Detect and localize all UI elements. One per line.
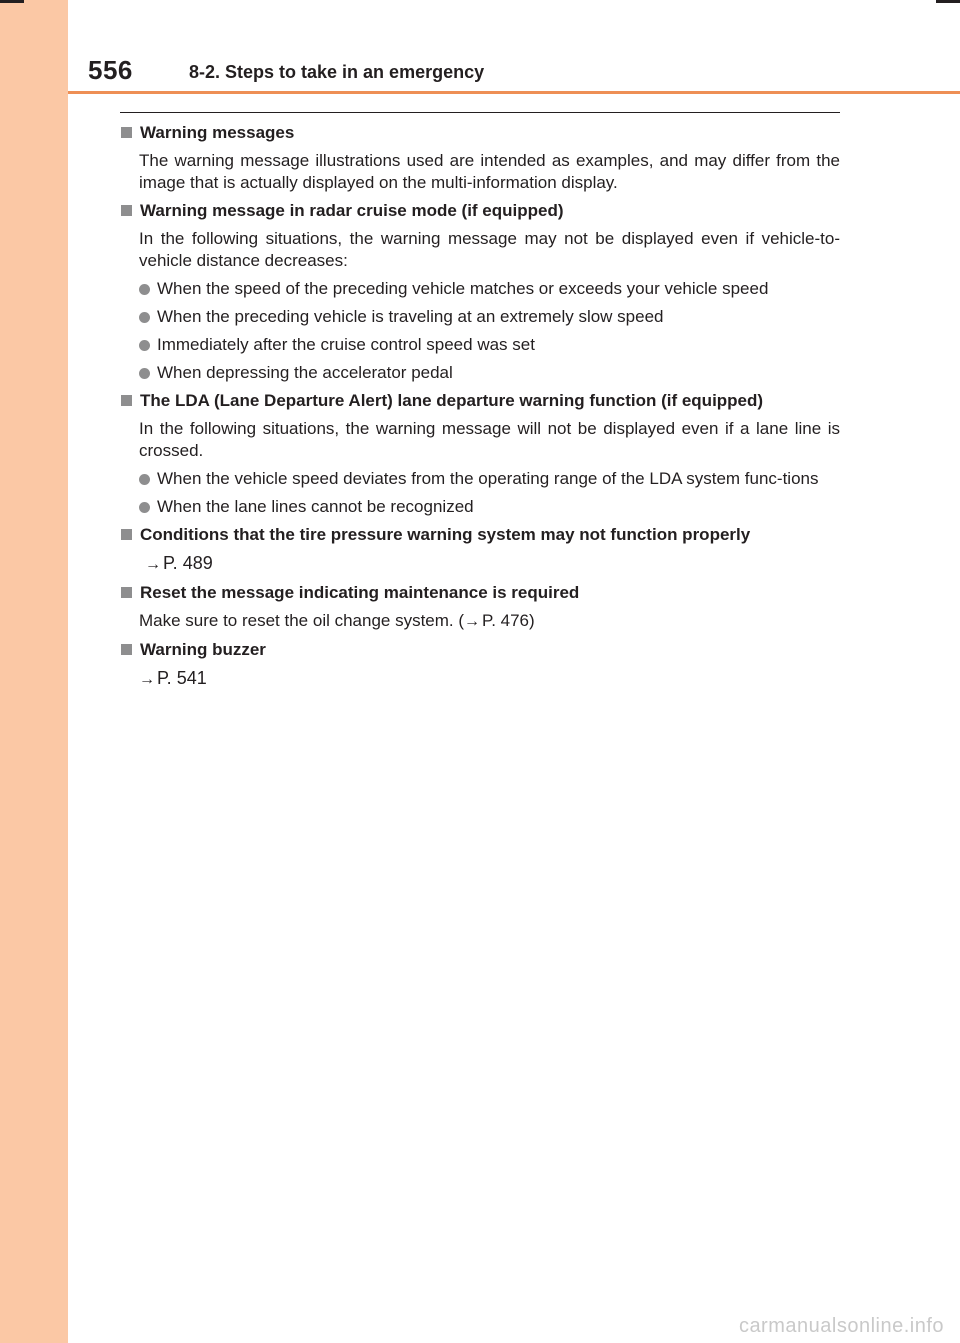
- square-bullet-icon: [121, 529, 132, 540]
- list-item-text: When the vehicle speed deviates from the operating range of the LDA system func-tions: [157, 469, 819, 488]
- crop-mark-left: [0, 0, 24, 3]
- list-item: [120, 468, 840, 490]
- section-title: 8-2. Steps to take in an emergency: [189, 62, 485, 82]
- crop-mark-right: [936, 0, 960, 3]
- page-reference-link[interactable]: P. 541: [157, 668, 207, 688]
- watermark: carmanualsonline.info: [738, 1315, 944, 1337]
- list-item-text: Immediately after the cruise control speed was set: [157, 335, 535, 354]
- dot-bullet-icon: [139, 340, 150, 351]
- paragraph: The warning message illustrations used are intended as examples, and may differ from the image that is actually displayed on the multi-information display.: [139, 151, 840, 192]
- arrow-right-icon: →: [145, 556, 161, 573]
- dot-bullet-icon: [139, 368, 150, 379]
- heading-text: Conditions that the tire pressure warning system may not function properly: [140, 525, 751, 544]
- heading-text: Warning messages: [140, 123, 295, 142]
- arrow-right-icon: →: [464, 613, 481, 630]
- square-bullet-icon: [121, 587, 132, 598]
- header-rule: [68, 91, 960, 94]
- paragraph: In the following situations, the warning message will not be displayed even if a lane line is crossed.: [139, 419, 840, 460]
- side-color-band: [0, 0, 68, 1343]
- heading-lda: [120, 390, 840, 412]
- page-number: 556: [88, 55, 133, 85]
- square-bullet-icon: [121, 205, 132, 216]
- paragraph: [120, 610, 840, 633]
- paragraph-text: Make sure to reset the oil change system. (: [139, 611, 465, 630]
- list-item: [120, 334, 840, 356]
- arrow-right-icon: →: [139, 671, 155, 688]
- paragraph-text: ): [529, 611, 535, 630]
- dot-bullet-icon: [139, 502, 150, 513]
- page-reference-link[interactable]: P. 489: [163, 553, 213, 573]
- list-item: [120, 306, 840, 328]
- list-item: [120, 362, 840, 384]
- heading-maintenance-reset: [120, 582, 840, 604]
- heading-text: Warning buzzer: [140, 640, 266, 659]
- heading-radar-cruise: [120, 200, 840, 222]
- heading-warning-messages: [120, 122, 840, 144]
- heading-text: Warning message in radar cruise mode (if equipped): [140, 201, 564, 220]
- square-bullet-icon: [121, 127, 132, 138]
- square-bullet-icon: [121, 644, 132, 655]
- list-item-text: When depressing the accelerator pedal: [157, 363, 453, 382]
- heading-tire-pressure: [120, 524, 840, 546]
- square-bullet-icon: [121, 395, 132, 406]
- dot-bullet-icon: [139, 474, 150, 485]
- list-item-text: When the speed of the preceding vehicle matches or exceeds your vehicle speed: [157, 279, 769, 298]
- list-item-text: When the lane lines cannot be recognized: [157, 497, 474, 516]
- dot-bullet-icon: [139, 312, 150, 323]
- dot-bullet-icon: [139, 284, 150, 295]
- page-content: [120, 122, 840, 697]
- list-item: [120, 496, 840, 518]
- list-item-text: When the preceding vehicle is traveling at an extremely slow speed: [157, 307, 664, 326]
- heading-warning-buzzer: [120, 639, 840, 661]
- page-reference: [120, 667, 840, 691]
- content-top-rule: [120, 112, 840, 113]
- page-reference: [120, 552, 840, 576]
- page-reference-link[interactable]: P. 476: [482, 611, 530, 630]
- paragraph: In the following situations, the warning message may not be displayed even if vehicle-to-vehicle distance decreases:: [139, 229, 840, 270]
- heading-text: Reset the message indicating maintenance is required: [140, 583, 580, 602]
- heading-text: The LDA (Lane Departure Alert) lane departure warning function (if equipped): [140, 391, 764, 410]
- list-item: [120, 278, 840, 300]
